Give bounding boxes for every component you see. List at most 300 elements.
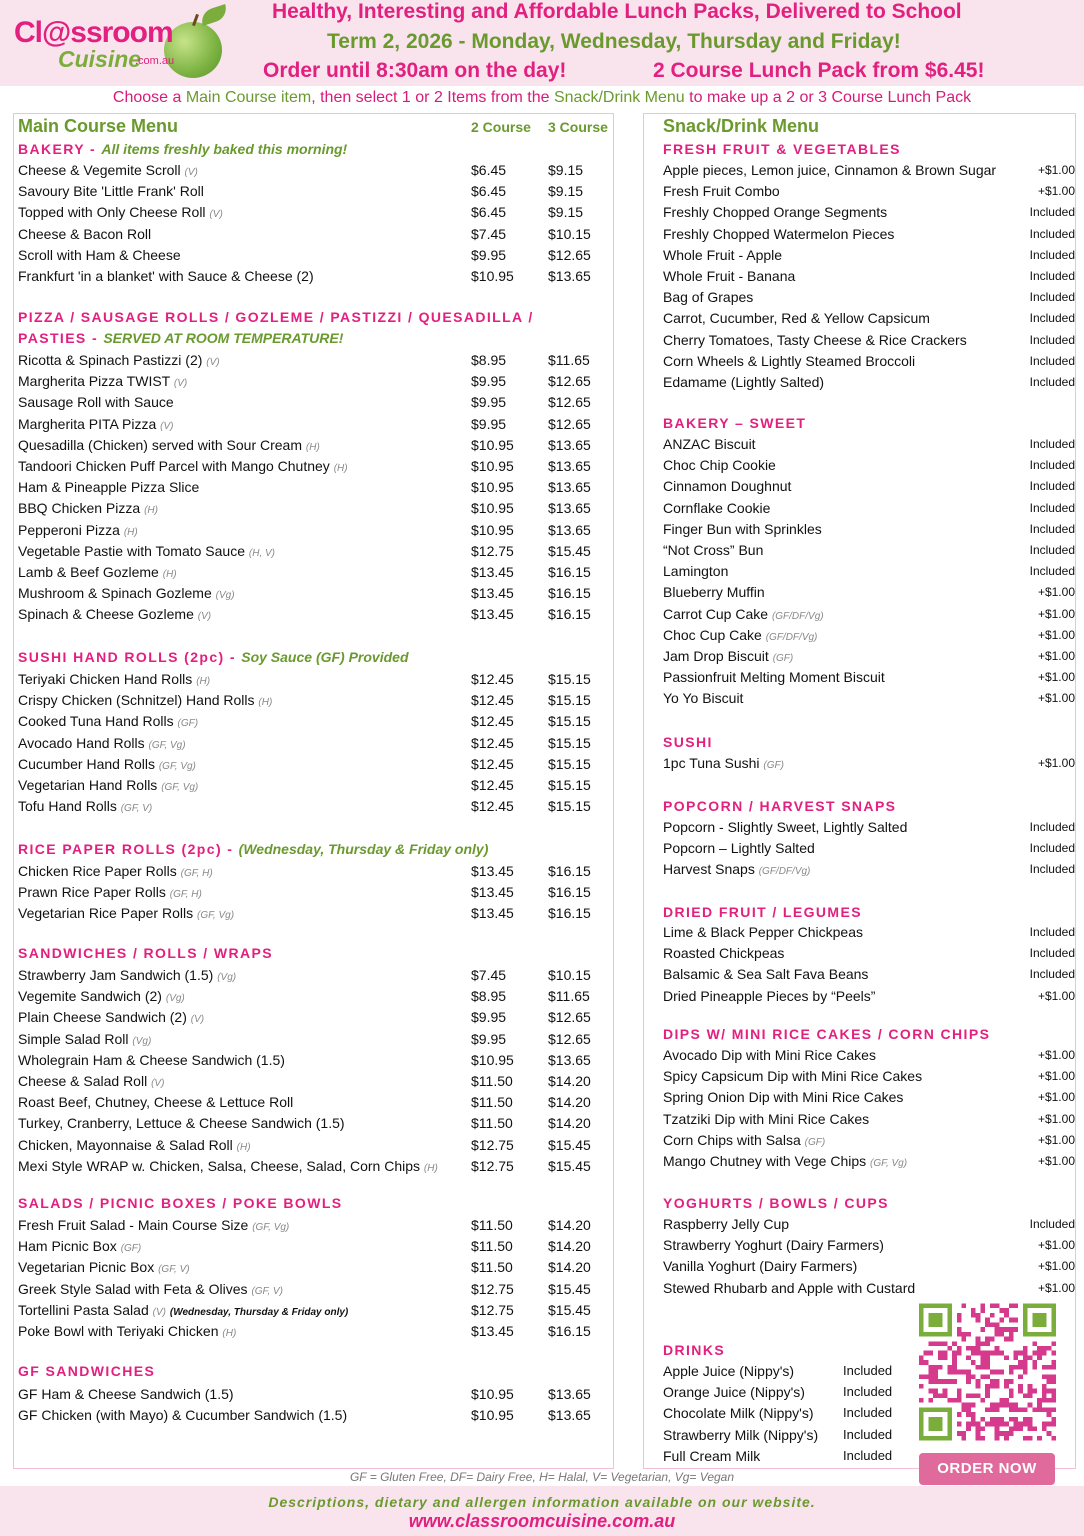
snack-item-row[interactable] (663, 1045, 1075, 1065)
item-name-text: Finger Bun with Sprinkles (663, 520, 822, 537)
item-name (18, 498, 158, 521)
item-name-text: Stewed Rhubarb and Apple with Custard (663, 1279, 916, 1296)
item-price: Included (1029, 543, 1075, 557)
price-3-course: $16.15 (548, 884, 591, 901)
menu-item-row[interactable] (18, 541, 608, 561)
main-section-title (18, 1362, 155, 1380)
menu-item-row[interactable] (18, 882, 608, 902)
item-name (18, 562, 177, 585)
snack-item-row[interactable] (663, 160, 1075, 180)
snack-item-row[interactable] (663, 646, 1075, 666)
price-3-course: $15.15 (548, 734, 591, 751)
item-name-text: Prawn Rice Paper Rolls (18, 884, 166, 901)
snack-item-row[interactable] (663, 625, 1075, 645)
price-2-course: $6.45 (471, 204, 507, 221)
item-name (663, 1130, 825, 1153)
snack-item-row[interactable] (663, 330, 1075, 350)
price-3-course: $15.15 (548, 692, 591, 709)
menu-item-row[interactable] (18, 414, 608, 434)
snack-item-row[interactable] (663, 1382, 903, 1402)
item-name (18, 1029, 151, 1052)
item-price: Included (1029, 564, 1075, 579)
item-name-text: Poke Bowl with Teriyaki Chicken (18, 1323, 219, 1339)
item-name-text: Corn Chips with Salsa (663, 1131, 801, 1148)
snack-item-row[interactable] (663, 582, 1075, 602)
snack-item-row[interactable] (663, 1278, 1075, 1298)
item-name (18, 1092, 293, 1112)
snack-item-row[interactable] (663, 1235, 1075, 1255)
menu-item-row[interactable] (18, 477, 608, 497)
price-2-course: $13.45 (471, 606, 514, 623)
dietary-tag: (GF) (804, 1136, 826, 1148)
snack-item-row[interactable] (663, 1425, 903, 1445)
snack-item-row[interactable] (663, 688, 1075, 708)
menu-item-row[interactable] (18, 775, 608, 795)
price-3-course: $10.15 (548, 225, 591, 242)
item-name (18, 1215, 289, 1238)
price-3-course: $10.15 (548, 967, 591, 983)
item-name (663, 964, 868, 984)
item-name (18, 733, 186, 756)
snack-section-title: DRINKS (663, 1342, 726, 1358)
item-price: Included (1029, 247, 1075, 262)
menu-item-row[interactable] (18, 350, 608, 370)
snack-item-row[interactable] (663, 1403, 903, 1423)
dietary-tag: (H) (123, 526, 138, 538)
menu-item-row[interactable] (18, 690, 608, 710)
item-name (663, 202, 887, 222)
item-name-text: Roasted Chickpeas (663, 945, 785, 962)
item-name (18, 1384, 234, 1404)
item-name (663, 287, 753, 307)
column-2-course: 2 Course (471, 119, 531, 135)
item-name (18, 1405, 347, 1425)
snack-item-row[interactable] (663, 266, 1075, 286)
dietary-tag: (GF) (120, 1243, 142, 1255)
menu-item-row[interactable] (18, 1135, 608, 1155)
snack-item-row[interactable] (663, 561, 1075, 581)
section-subtitle: (Wednesday, Thursday & Friday only) (238, 841, 489, 857)
price-2-course: $11.50 (471, 1238, 513, 1255)
item-price: +$1.00 (1037, 649, 1075, 663)
price-3-course: $16.15 (548, 564, 591, 580)
item-name (663, 1382, 805, 1402)
item-name (18, 456, 348, 479)
snack-item-row[interactable] (663, 287, 1075, 307)
apple-icon (164, 22, 222, 78)
item-price: +$1.00 (1037, 627, 1075, 642)
price-3-course: $14.20 (548, 1115, 591, 1132)
snack-item-row[interactable] (663, 1361, 903, 1381)
menu-item-row[interactable] (18, 1092, 608, 1112)
menu-item-row[interactable] (18, 1257, 608, 1277)
item-name (18, 160, 198, 183)
snack-item-row[interactable] (663, 351, 1075, 371)
price-3-course: $13.65 (548, 458, 591, 474)
order-now-button[interactable]: ORDER NOW (919, 1453, 1055, 1485)
price-3-course: $16.15 (548, 905, 591, 922)
item-name (18, 711, 198, 734)
menu-item-row[interactable] (18, 498, 608, 518)
snack-item-row[interactable] (663, 1214, 1075, 1234)
item-name (663, 604, 824, 627)
item-name (663, 859, 810, 882)
item-name (663, 1151, 907, 1174)
item-name-text: Apple Juice (Nippy's) (663, 1363, 795, 1379)
item-name (663, 646, 793, 669)
item-name (663, 434, 756, 454)
instructions: Choose a Main Course item, then select 1 or 2 Items from the Snack/Drink Menu to make up a 2 or 3 Course Lunch Pack (112, 89, 972, 106)
price-2-course: $13.45 (471, 1323, 514, 1339)
item-name (18, 754, 196, 777)
item-name (18, 604, 211, 627)
snack-item-row[interactable] (663, 372, 1075, 392)
price-2-course: $10.95 (471, 1051, 514, 1068)
price-3-course: $9.15 (548, 204, 584, 221)
item-name-text: Orange Juice (Nippy's) (663, 1384, 805, 1401)
dietary-tag: (GF, Vg) (161, 782, 199, 793)
item-name-text: Crispy Chicken (Schnitzel) Hand Rolls (18, 692, 255, 709)
item-name (663, 1361, 794, 1381)
price-2-course: $7.45 (471, 967, 507, 983)
qr-code-icon[interactable] (919, 1296, 1056, 1448)
item-name (663, 986, 875, 1006)
item-name (663, 1045, 876, 1065)
snack-item-row[interactable] (663, 753, 1075, 773)
item-name-text: Corn Wheels & Lightly Steamed Broccoli (663, 352, 916, 369)
price-3-course: $15.45 (548, 1301, 591, 1318)
item-name (18, 414, 173, 437)
item-name (18, 861, 213, 884)
dietary-tag: (Vg) (217, 972, 237, 983)
dietary-tag: (H) (162, 569, 177, 580)
item-name (18, 1300, 348, 1323)
menu-item-row[interactable] (18, 583, 608, 603)
item-name (18, 477, 199, 497)
item-name (18, 392, 174, 412)
dietary-tag: (V) (173, 378, 188, 390)
item-price: +$1.00 (1037, 1048, 1075, 1062)
footer (0, 1486, 1084, 1536)
menu-item-row[interactable] (18, 796, 608, 816)
item-name-text: Mushroom & Spinach Gozleme (18, 585, 212, 602)
item-name-text: Avocado Dip with Mini Rice Cakes (663, 1047, 876, 1063)
dietary-tag: (GF, Vg) (158, 760, 196, 772)
dietary-tag: (GF) (772, 653, 794, 664)
section-title-text: SANDWICHES / ROLLS / WRAPS (18, 945, 273, 961)
item-name-text: Tzatziki Dip with Mini Rice Cakes (663, 1110, 870, 1127)
item-price: +$1.00 (1037, 163, 1075, 177)
menu-item-row[interactable] (18, 1300, 608, 1320)
item-name (18, 583, 235, 606)
item-name-text: Tortellini Pasta Salad (18, 1301, 149, 1318)
snack-item-row[interactable] (663, 943, 1075, 963)
price-3-course: $15.45 (548, 1136, 591, 1153)
item-name (663, 817, 907, 837)
main-section-title (18, 944, 273, 962)
dietary-tag: (V) (184, 167, 198, 178)
item-name-text: Strawberry Milk (Nippy's) (663, 1426, 819, 1443)
item-name-text: ANZAC Biscuit (663, 436, 756, 452)
item-name-text: Plain Cheese Sandwich (2) (18, 1009, 187, 1026)
price-2-course: $13.45 (471, 564, 514, 580)
menu-item-row[interactable] (18, 435, 608, 455)
dietary-tag: (GF, V) (251, 1285, 283, 1297)
item-name (18, 1236, 141, 1259)
item-name (663, 1235, 884, 1255)
logo-word-classroom: Cl@ssroom (14, 16, 173, 49)
item-name (18, 1071, 164, 1094)
item-name (663, 1214, 789, 1234)
snack-item-row[interactable] (663, 202, 1075, 222)
item-price: +$1.00 (1037, 756, 1075, 770)
footer-website-link[interactable]: www.classroomcuisine.com.au (408, 1511, 676, 1531)
price-2-course: $12.45 (471, 713, 514, 730)
price-2-course: $9.95 (471, 246, 507, 263)
section-title-text: BAKERY - (18, 141, 102, 157)
snack-section-title: SUSHI (663, 734, 713, 750)
item-name-text: Fresh Fruit Combo (663, 183, 780, 200)
price-2-course: $6.45 (471, 162, 507, 178)
dietary-tag: (GF, V) (120, 803, 153, 815)
main-section-title (18, 1194, 343, 1212)
item-price: +$1.00 (1037, 1111, 1075, 1126)
snack-item-row[interactable] (663, 455, 1075, 475)
menu-item-row[interactable] (18, 1384, 608, 1404)
menu-item-row[interactable] (18, 160, 608, 180)
snack-item-row[interactable] (663, 519, 1075, 539)
headline-term: Term 2, 2026 - Monday, Wednesday, Thursday and Friday! (327, 30, 901, 53)
price-3-course: $14.20 (548, 1259, 591, 1276)
snack-item-row[interactable] (663, 964, 1075, 984)
price-3-course: $12.65 (548, 1009, 591, 1026)
item-price: Included (843, 1363, 893, 1378)
item-price: +$1.00 (1037, 1090, 1075, 1105)
menu-item-row[interactable] (18, 266, 608, 286)
menu-item-row[interactable] (18, 604, 608, 624)
item-name-text: BBQ Chicken Pizza (18, 500, 141, 517)
item-name (18, 1156, 438, 1179)
menu-item-row[interactable] (18, 224, 608, 244)
snack-item-row[interactable] (663, 604, 1075, 624)
price-3-course: $12.65 (548, 1030, 591, 1047)
menu-item-row[interactable] (18, 1279, 608, 1299)
item-name-text: Cheese & Bacon Roll (18, 225, 152, 242)
menu-item-row[interactable] (18, 669, 608, 689)
item-name-text: Raspberry Jelly Cup (663, 1216, 790, 1232)
item-price: Included (1029, 1217, 1075, 1231)
snack-section-title: FRESH FRUIT & VEGETABLES (663, 141, 901, 157)
menu-item-row[interactable] (18, 733, 608, 753)
price-2-course: $11.50 (471, 1259, 513, 1276)
item-name-text: Chocolate Milk (Nippy's) (663, 1405, 814, 1422)
item-price: +$1.00 (1037, 1154, 1075, 1168)
snack-item-row[interactable] (663, 922, 1075, 942)
snack-item-row[interactable] (663, 1151, 1075, 1171)
item-name (663, 1109, 869, 1129)
item-name (18, 669, 210, 692)
item-name-text: Mango Chutney with Vege Chips (663, 1153, 867, 1169)
item-name-text: Choc Chip Cookie (663, 457, 776, 474)
item-name-text: GF Ham & Cheese Sandwich (1.5) (18, 1386, 234, 1402)
item-price: Included (1029, 862, 1075, 877)
item-price: Included (1029, 841, 1075, 856)
dietary-tag: (H) (236, 1141, 251, 1153)
price-2-course: $11.50 (471, 1115, 513, 1132)
price-2-course: $10.95 (471, 500, 514, 517)
item-name-text: Chicken Rice Paper Rolls (18, 863, 177, 879)
menu-item-row[interactable] (18, 1050, 608, 1070)
menu-item-row[interactable] (18, 1321, 608, 1341)
item-name (663, 476, 791, 496)
menu-item-row[interactable] (18, 861, 608, 881)
item-name-text: “Not Cross” Bun (663, 542, 764, 558)
dietary-tag: (H, V) (248, 547, 276, 559)
item-name-text: Sausage Roll with Sauce (18, 394, 174, 411)
price-3-course: $14.20 (548, 1238, 591, 1255)
item-name (663, 667, 885, 687)
item-name-text: Roast Beef, Chutney, Cheese & Lettuce Roll (18, 1094, 294, 1111)
item-name-text: Cucumber Hand Rolls (18, 755, 155, 772)
menu-item-row[interactable] (18, 986, 608, 1006)
menu-item-row[interactable] (18, 1071, 608, 1091)
snack-item-row[interactable] (663, 667, 1075, 687)
snack-item-row[interactable] (663, 1087, 1075, 1107)
item-name-text: Freshly Chopped Orange Segments (663, 204, 888, 221)
dietary-tag: (V) (197, 611, 212, 623)
item-name-text: Harvest Snaps (663, 861, 755, 878)
menu-item-row[interactable] (18, 245, 608, 265)
menu-item-row[interactable] (18, 754, 608, 774)
snack-item-row[interactable] (663, 245, 1075, 265)
menu-item-row[interactable] (18, 562, 608, 582)
menu-item-row[interactable] (18, 903, 608, 923)
price-2-course: $11.50 (471, 1094, 513, 1111)
menu-item-row[interactable] (18, 1007, 608, 1027)
item-price: Included (1029, 437, 1075, 451)
snack-item-row[interactable] (663, 1109, 1075, 1129)
menu-item-row[interactable] (18, 520, 608, 540)
item-name (18, 796, 152, 819)
snack-item-row[interactable] (663, 1130, 1075, 1150)
section-title-text: PASTIES - (18, 330, 104, 346)
price-2-course: $8.95 (471, 988, 507, 1005)
main-section-title-line2 (18, 329, 343, 347)
snack-item-row[interactable] (663, 1446, 903, 1466)
item-name-text: Dried Pineapple Pieces by “Peels” (663, 987, 876, 1004)
snack-item-row[interactable] (663, 838, 1075, 858)
item-name (663, 519, 822, 539)
dietary-tag: (GF, Vg) (197, 910, 235, 922)
price-3-course: $9.15 (548, 183, 584, 200)
dietary-tag: (H) (333, 463, 348, 474)
menu-item-row[interactable] (18, 1029, 608, 1049)
snack-item-row[interactable] (663, 859, 1075, 879)
price-2-course: $6.45 (471, 183, 507, 200)
item-name-text: Freshly Chopped Watermelon Pieces (663, 225, 895, 242)
snack-item-row[interactable] (663, 476, 1075, 496)
snack-section-title: BAKERY – SWEET (663, 415, 807, 431)
item-name (663, 181, 780, 201)
price-3-course: $12.65 (548, 373, 591, 390)
logo-word-cuisine: Cuisine (58, 46, 142, 72)
item-name-text: Chicken, Mayonnaise & Salad Roll (18, 1136, 233, 1153)
menu-item-row[interactable] (18, 181, 608, 201)
item-name-text: Balsamic & Sea Salt Fava Beans (663, 966, 869, 983)
item-name-text: Margherita PITA Pizza (18, 415, 157, 432)
price-2-course: $10.95 (471, 1407, 514, 1424)
price-2-course: $12.75 (471, 542, 514, 559)
snack-item-row[interactable] (663, 1066, 1075, 1086)
dietary-tag: (Vg) (215, 590, 235, 602)
item-name-text: Tandoori Chicken Puff Parcel with Mango Chutney (18, 458, 330, 474)
item-price: +$1.00 (1037, 691, 1075, 706)
item-name (18, 541, 275, 564)
item-name-text: Quesadilla (Chicken) served with Sour Cream (18, 436, 302, 453)
snack-item-row[interactable] (663, 498, 1075, 518)
menu-item-row[interactable] (18, 1405, 608, 1425)
item-name (663, 1066, 922, 1086)
item-name-text: Turkey, Cranberry, Lettuce & Cheese Sandwich (1.5) (18, 1115, 345, 1132)
item-name (18, 1257, 190, 1280)
menu-item-row[interactable] (18, 392, 608, 412)
main-section-title (18, 648, 409, 666)
menu-item-row[interactable] (18, 1236, 608, 1256)
snack-item-row[interactable] (663, 986, 1075, 1006)
price-3-course: $13.65 (548, 1386, 591, 1402)
menu-item-row[interactable] (18, 965, 608, 985)
item-name (18, 245, 181, 265)
menu-item-row[interactable] (18, 456, 608, 476)
menu-item-row[interactable] (18, 202, 608, 222)
menu-item-row[interactable] (18, 1215, 608, 1235)
item-name-text: Cooked Tuna Hand Rolls (18, 713, 174, 730)
item-price: +$1.00 (1037, 1132, 1075, 1147)
item-name (663, 1087, 903, 1107)
dietary-tag: (H) (222, 1328, 237, 1339)
item-price: Included (1029, 269, 1075, 283)
menu-item-row[interactable] (18, 711, 608, 731)
price-3-course: $15.45 (548, 1280, 591, 1297)
snack-item-row[interactable] (663, 308, 1075, 328)
snack-item-row[interactable] (663, 817, 1075, 837)
dietary-tag: (H) (144, 505, 158, 517)
classroom-cuisine-logo[interactable] (14, 4, 234, 80)
snack-item-row[interactable] (663, 540, 1075, 560)
price-3-course: $11.65 (548, 352, 590, 368)
section-title-text: SUSHI HAND ROLLS (2pc) - (18, 649, 242, 665)
item-name-text: Spicy Capsicum Dip with Mini Rice Cakes (663, 1068, 923, 1085)
item-name (663, 753, 784, 776)
price-3-course: $12.65 (548, 415, 591, 432)
menu-item-row[interactable] (18, 1113, 608, 1133)
section-title-text: SALADS / PICNIC BOXES / POKE BOWLS (18, 1195, 343, 1211)
menu-item-row[interactable] (18, 371, 608, 391)
snack-item-row[interactable] (663, 181, 1075, 201)
price-3-course: $13.65 (548, 1051, 591, 1068)
item-price: Included (1029, 375, 1075, 389)
snack-item-row[interactable] (663, 224, 1075, 244)
item-name (663, 498, 770, 518)
item-name-text: Vegetarian Picnic Box (18, 1259, 155, 1276)
snack-item-row[interactable] (663, 434, 1075, 454)
item-name (663, 1446, 760, 1466)
snack-item-row[interactable] (663, 1256, 1075, 1276)
menu-item-row[interactable] (18, 1156, 608, 1176)
price-2-course: $12.45 (471, 777, 514, 793)
price-3-course: $15.15 (548, 777, 591, 793)
item-price: Included (1029, 290, 1075, 305)
